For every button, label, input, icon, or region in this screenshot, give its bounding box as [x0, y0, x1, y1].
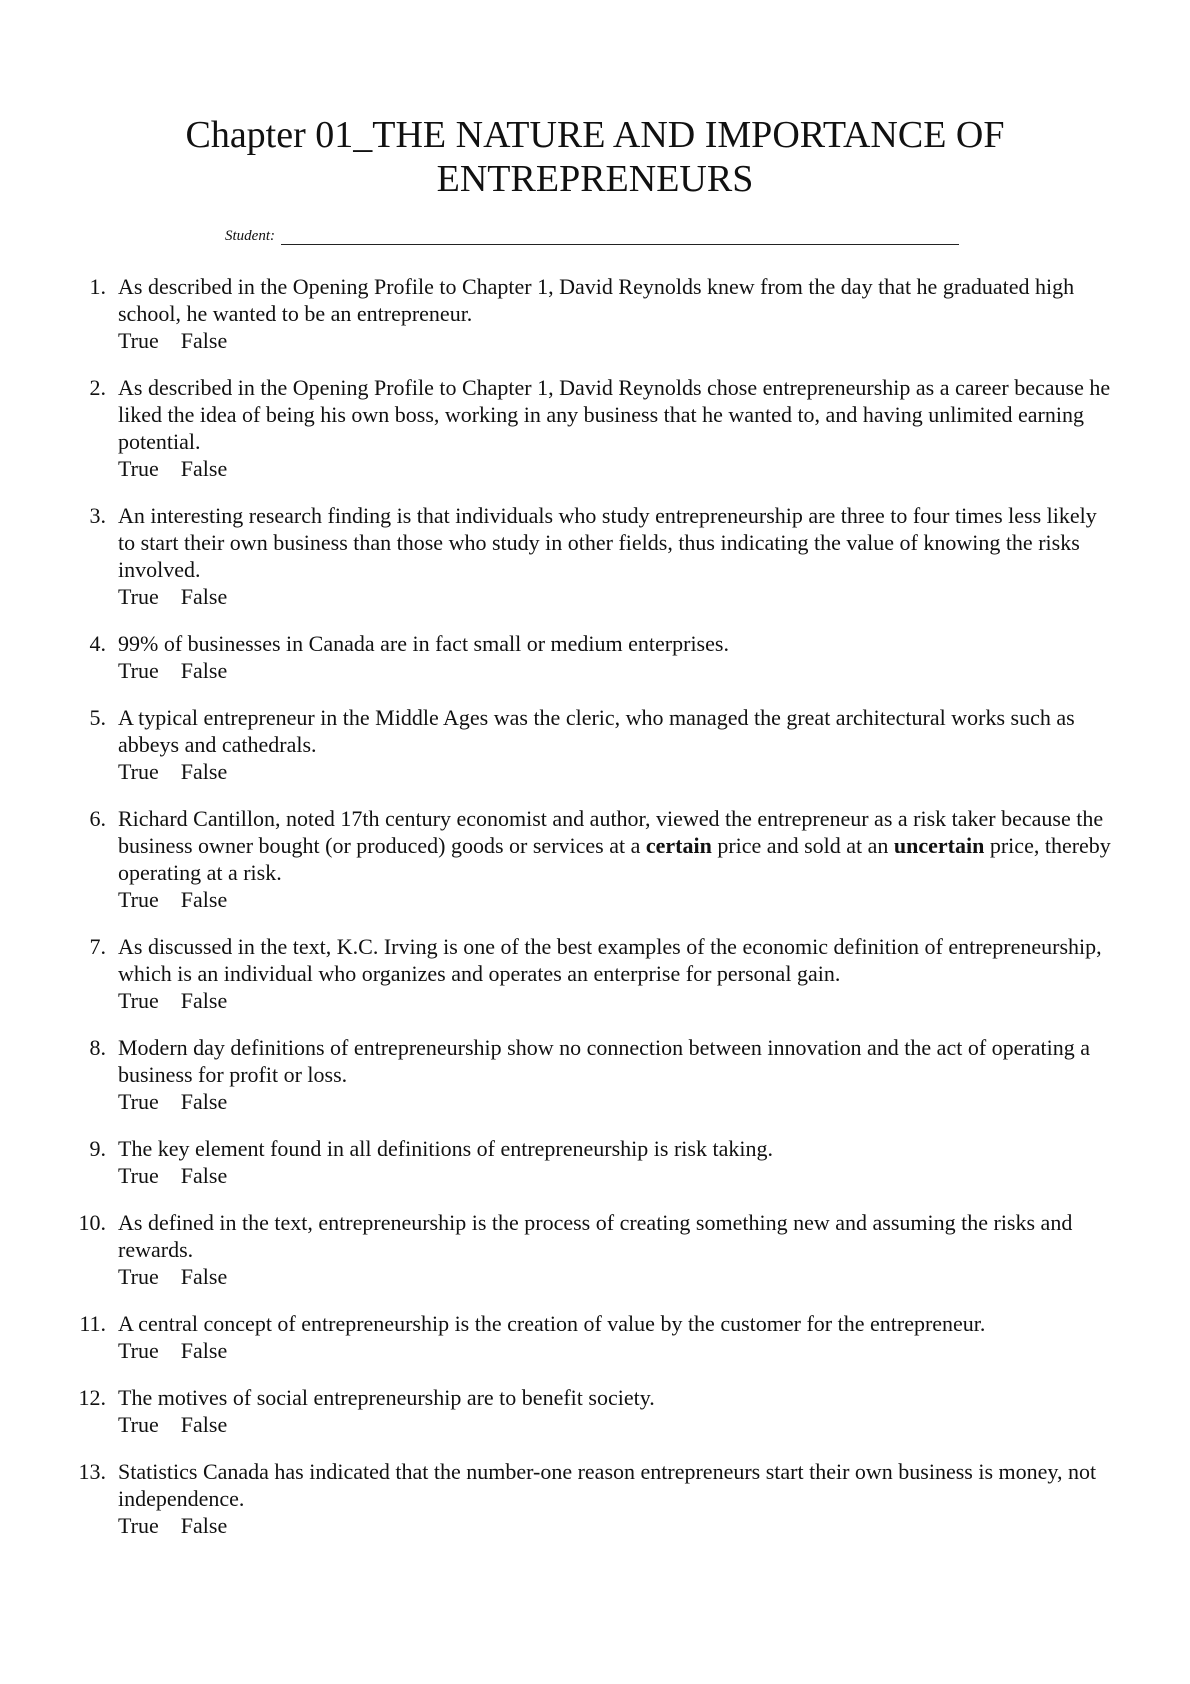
question-item: [60, 273, 1120, 354]
answer-choices: [118, 1411, 1118, 1438]
question-number: 12.: [78, 1385, 106, 1410]
question-body: [106, 273, 1118, 354]
question-text-segment: As defined in the text, entrepreneurship is the process of creating something new and assuming the risks and rewards.: [118, 1210, 1073, 1262]
answer-choices: [118, 1088, 1118, 1115]
question-body: [106, 805, 1118, 913]
question-text-segment: As discussed in the text, K.C. Irving is one of the best examples of the economic definition of entrepreneurship, which is an individual who organizes and operates an enterprise for personal gain.: [118, 934, 1102, 986]
question-text-segment: Richard Cantillon, noted 17th century economist and author, viewed the entrepreneur as a risk taker because the business owner bought (or produced) goods or services at a: [118, 806, 1104, 858]
question-text-segment: price and sold at an: [711, 833, 894, 858]
question-text-segment: 99% of businesses in Canada are in fact small or medium enterprises.: [118, 631, 729, 656]
question-text-segment: A central concept of entrepreneurship is the creation of value by the customer for the entrepreneur.: [118, 1311, 986, 1336]
question-text: [118, 1135, 1118, 1162]
question-item: [60, 805, 1120, 913]
question-text: [118, 502, 1118, 583]
choice-true[interactable]: True: [118, 1089, 159, 1114]
title-line-2: ENTREPRENEURS: [436, 158, 754, 200]
question-text: [118, 805, 1118, 886]
question-item: [60, 1135, 1120, 1189]
answer-choices: [118, 987, 1118, 1014]
question-body: [106, 1135, 1118, 1189]
choice-false[interactable]: False: [180, 1412, 228, 1437]
answer-choices: [118, 1162, 1118, 1189]
choice-true[interactable]: True: [118, 759, 159, 784]
choice-true[interactable]: True: [118, 1338, 159, 1363]
question-text-segment: The key element found in all definitions of entrepreneurship is risk taking.: [118, 1136, 773, 1161]
question-text-segment: An interesting research finding is that individuals who study entrepreneurship are three to four times less likely to start their own business than those who study in other fields, thus indicating the value of knowing the risks involved.: [118, 503, 1097, 582]
question-text-segment: As described in the Opening Profile to Chapter 1, David Reynolds knew from the day that he graduated high school, he wanted to be an entrepreneur.: [118, 274, 1075, 326]
page-title: [0, 113, 1190, 201]
question-item: [60, 630, 1120, 684]
question-text-segment: Statistics Canada has indicated that the number-one reason entrepreneurs start their own business is money, not independence.: [118, 1459, 1097, 1511]
choice-false[interactable]: False: [180, 1089, 228, 1114]
question-text-segment: A typical entrepreneur in the Middle Ages was the cleric, who managed the great architectural works such as abbeys and cathedrals.: [118, 705, 1075, 757]
choice-true[interactable]: True: [118, 1513, 159, 1538]
question-text-segment: price, thereby operating at a risk.: [118, 833, 1111, 885]
question-body: [106, 1034, 1118, 1115]
choice-true[interactable]: True: [118, 1412, 159, 1437]
choice-false[interactable]: False: [180, 328, 228, 353]
question-number: 8.: [89, 1035, 106, 1060]
choice-false[interactable]: False: [180, 1338, 228, 1363]
choice-true[interactable]: True: [118, 1163, 159, 1188]
student-name-line[interactable]: [281, 230, 959, 245]
question-text: [118, 1209, 1118, 1263]
question-number: 2.: [89, 375, 106, 400]
question-body: [106, 630, 1118, 684]
choice-true[interactable]: True: [118, 1264, 159, 1289]
answer-choices: [118, 758, 1118, 785]
question-number: 11.: [79, 1311, 106, 1336]
question-number: 9.: [89, 1136, 106, 1161]
choice-false[interactable]: False: [180, 658, 228, 683]
choice-true[interactable]: True: [118, 584, 159, 609]
answer-choices: [118, 657, 1118, 684]
question-number: 13.: [78, 1459, 106, 1484]
choice-false[interactable]: False: [180, 1264, 228, 1289]
question-text: [118, 273, 1118, 327]
question-text: [118, 1034, 1118, 1088]
question-item: [60, 374, 1120, 482]
question-number: 10.: [78, 1210, 106, 1235]
question-text-segment: Modern day definitions of entrepreneurship show no connection between innovation and the act of operating a business for profit or loss.: [118, 1035, 1090, 1087]
answer-choices: [118, 327, 1118, 354]
question-number: 3.: [89, 503, 106, 528]
student-name-row: [225, 228, 959, 245]
question-text: [118, 704, 1118, 758]
choice-false[interactable]: False: [180, 988, 228, 1013]
question-body: [106, 933, 1118, 1014]
choice-false[interactable]: False: [180, 759, 228, 784]
question-list: [60, 273, 1120, 1559]
question-number: 1.: [89, 274, 106, 299]
question-item: [60, 933, 1120, 1014]
choice-true[interactable]: True: [118, 887, 159, 912]
question-item: [60, 502, 1120, 610]
question-text-emphasis: certain: [645, 833, 712, 858]
question-item: [60, 1034, 1120, 1115]
question-number: 6.: [89, 806, 106, 831]
answer-choices: [118, 1512, 1118, 1539]
question-body: [106, 1458, 1118, 1539]
choice-false[interactable]: False: [180, 1163, 228, 1188]
choice-true[interactable]: True: [118, 658, 159, 683]
question-item: [60, 1209, 1120, 1290]
question-text-emphasis: uncertain: [893, 833, 985, 858]
question-text: [118, 933, 1118, 987]
choice-true[interactable]: True: [118, 456, 159, 481]
question-body: [106, 1310, 1118, 1364]
question-number: 4.: [89, 631, 106, 656]
choice-true[interactable]: True: [118, 988, 159, 1013]
question-body: [106, 1384, 1118, 1438]
question-body: [106, 374, 1118, 482]
question-body: [106, 1209, 1118, 1290]
answer-choices: [118, 1263, 1118, 1290]
question-item: [60, 1458, 1120, 1539]
choice-false[interactable]: False: [180, 584, 228, 609]
choice-false[interactable]: False: [180, 887, 228, 912]
title-line-1: Chapter 01_THE NATURE AND IMPORTANCE OF: [185, 114, 1005, 156]
choice-true[interactable]: True: [118, 328, 159, 353]
question-text: [118, 1458, 1118, 1512]
question-number: 5.: [89, 705, 106, 730]
answer-choices: [118, 1337, 1118, 1364]
question-body: [106, 704, 1118, 785]
question-item: [60, 704, 1120, 785]
answer-choices: [118, 886, 1118, 913]
question-text-segment: The motives of social entrepreneurship are to benefit society.: [118, 1385, 655, 1410]
answer-choices: [118, 455, 1118, 482]
question-text-segment: As described in the Opening Profile to Chapter 1, David Reynolds chose entrepreneurship as a career because he liked the idea of being his own boss, working in any business that he wanted to, and having unlimited earning potential.: [118, 375, 1111, 454]
question-text: [118, 374, 1118, 455]
choice-false[interactable]: False: [180, 456, 228, 481]
answer-choices: [118, 583, 1118, 610]
question-text: [118, 1384, 1118, 1411]
student-label: Student:: [225, 228, 275, 244]
question-item: [60, 1310, 1120, 1364]
choice-false[interactable]: False: [180, 1513, 228, 1538]
question-text: [118, 630, 1118, 657]
question-item: [60, 1384, 1120, 1438]
question-text: [118, 1310, 1118, 1337]
question-number: 7.: [89, 934, 106, 959]
question-body: [106, 502, 1118, 610]
